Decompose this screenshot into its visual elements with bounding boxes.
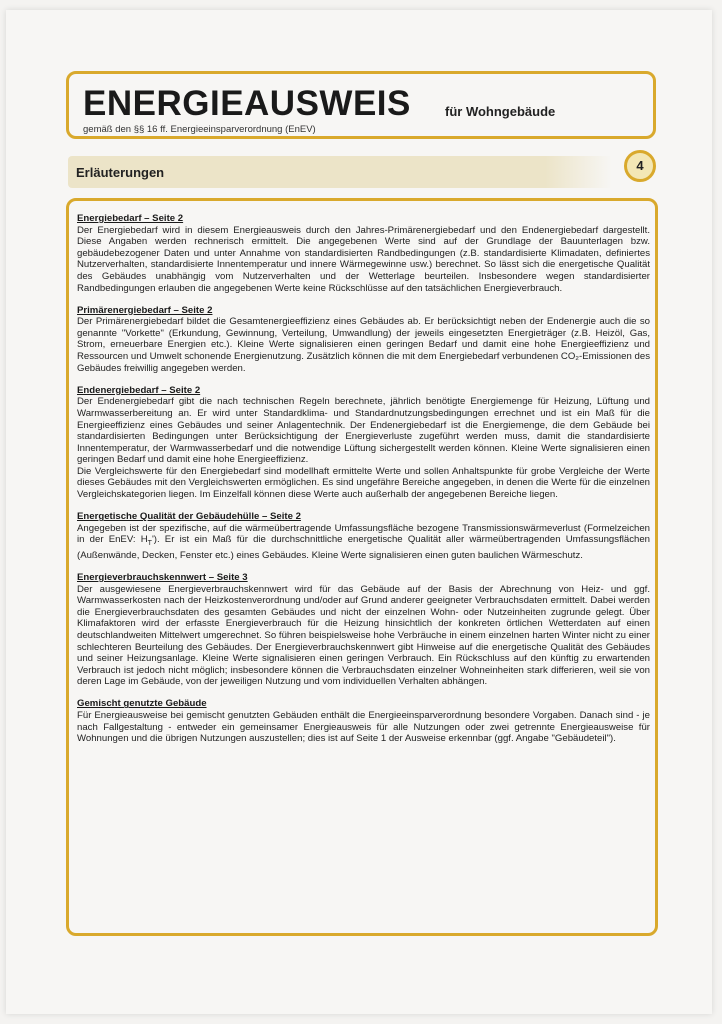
section-heading: Energetische Qualität der Gebäudehülle – Seite 2 xyxy=(77,511,301,523)
legal-reference: gemäß den §§ 16 ff. Energieeinsparverordnung (EnEV) xyxy=(83,124,316,135)
document-subtitle: für Wohngebäude xyxy=(445,104,556,119)
section-paragraph: Der ausgewiesene Energieverbrauchskennwert wird für das Gebäude auf der Basis der Abrechnung von Heiz- und ggf. Warmwasserkosten nach der Heizkostenverordnung und/oder auf Grund anderer geeigneter Verbrauchsdaten ermittelt. Dabei werden die Energieverbrauchsdaten des gesamten Gebäudes und nicht der einzelnen Wohn- oder Nutzeinheiten zugrunde gelegt. Über Klimafaktoren wird der erfasste Energieverbrauch für die Heizung hinsichtlich der konkreten örtlichen Wetterdaten auf einen deutschlandweiten Mittelwert umgerechnet. So führen beispielsweise hohe Verbräuche in einem einzelnen harten Winter nicht zu einer schlechteren Beurteilung des Gebäudes. Der Energieverbrauchskennwert gibt Hinweise auf die energetische Qualität des Gebäudes und seiner Heizungsanlage. Kleine Werte signalisieren einen geringen Verbrauch. Ein Rückschluss auf den künftig zu erwartenden Verbrauch ist jedoch nicht möglich; insbesondere können die Verbrauchsdaten einzelner Wohneinheiten stark differieren, weil sie von deren Lage im Gebäude, von der jeweiligen Nutzung und vom individuellen Verhalten abhängen. xyxy=(77,583,650,688)
section-paragraph: Angegeben ist der spezifische, auf die wärmeübertragende Umfassungsfläche bezogene Transmissionswärmeverlust (Formelzeichen in der EnEV: $H_T'$). Er ist ein Maß für die durchschnittliche energetische Qualität aller wärmeübertragenden Umfassungsflächen (Außenwände, Decken, Fenster etc.) eines Gebäudes. Kleine Werte signalisieren einen guten baulichen Wärmeschutz. xyxy=(77,522,650,561)
section-endenergiebedarf xyxy=(77,385,650,501)
section-energieverbrauchskennwert xyxy=(77,572,650,688)
content-box xyxy=(66,198,658,936)
section-paragraph: Der Primärenergiebedarf bildet die Gesamtenergieeffizienz eines Gebäudes ab. Er berücksichtigt neben der Endenergie auch die so genannte "Vorkette" (Erkundung, Gewinnung, Verteilung, Umwandlung) der jeweils eingesetzten Energieträger (z.B. Heizöl, Gas, Strom, erneuerbare Energien etc.). Kleine Werte signalisieren einen geringen Bedarf und damit eine hohe Energieeffizienz und Ressourcen und Umwelt schonende Energienutzung. Zusätzlich können die mit dem Energiebedarf verbundenen CO₂-Emissionen des Gebäudes freiwillig angegeben werden. xyxy=(77,316,650,374)
document-title: ENERGIEAUSWEIS xyxy=(83,84,411,123)
section-heading: Gemischt genutzte Gebäude xyxy=(77,698,207,710)
section-primaerenergiebedarf xyxy=(77,305,650,375)
section-paragraph: Der Energiebedarf wird in diesem Energieausweis durch den Jahres-Primärenergiebedarf und den Endenergiebedarf dargestellt. Diese Angaben werden rechnerisch ermittelt. Die angegebenen Werte sind auf der Grundlage der Bauunterlagen bzw. gebäudebezogener Daten und unter Annahme von standardisierten Randbedingungen (z.B. standardisierte Klimadaten, definiertes Nutzerverhalten, standardisierte Innentemperatur und innere Wärmegewinne usw.) berechnet. So lässt sich die energetische Qualität des Gebäudes unabhängig vom Nutzerverhalten und der Wetterlage beurteilen. Insbesondere wegen standardisierter Randbedingungen erlauben die angegebenen Werte keine Rückschlüsse auf den tatsächlichen Energieverbrauch. xyxy=(77,224,650,294)
section-heading: Endenergiebedarf – Seite 2 xyxy=(77,384,201,396)
section-gemischt-genutzte-gebaeude xyxy=(77,698,650,744)
page-number-badge: 4 xyxy=(624,150,656,182)
section-heading: Energieverbrauchskennwert – Seite 3 xyxy=(77,571,248,583)
section-heading: Primärenergiebedarf – Seite 2 xyxy=(77,304,213,316)
section-energiebedarf xyxy=(77,213,650,294)
section-heading: Energiebedarf – Seite 2 xyxy=(77,213,184,224)
section-bar-fade xyxy=(545,156,612,188)
section-paragraph: Der Endenergiebedarf gibt die nach technischen Regeln berechnete, jährlich benötigte Energiemenge für Heizung, Lüftung und Warmwasserbereitung an. Er wird unter Standardklima- und Standardnutzungsbedingungen errechnet und ist ein Maß für die Energieeffizienz eines Gebäudes und seiner Anlagentechnik. Der Endenergiebedarf ist die Energiemenge, die dem Gebäude bei standardisierten Bedingungen unter Berücksichtigung der Energieverluste zugeführt werden muss, damit die standardisierte Innentemperatur, der Warmwasserbedarf und die notwendige Lüftung sichergestellt werden können. Kleine Werte signalisieren einen geringen Bedarf und damit eine hohe Energieeffizienz. xyxy=(77,396,650,466)
header-box xyxy=(66,71,656,139)
section-title: Erläuterungen xyxy=(76,165,165,180)
section-paragraph: Die Vergleichswerte für den Energiebedarf sind modellhaft ermittelte Werte und sollen Anhaltspunkte für grobe Vergleiche der Werte dieses Gebäudes mit den Vergleichswerten ermöglichen. Es sind ungefähre Bereiche angegeben, in denen die Werte für die einzelnen Vergleichskategorien liegen. Im Einzelfall können diese Werte auch außerhalb der angegebenen Bereiche liegen. xyxy=(77,465,650,501)
section-paragraph: Für Energieausweise bei gemischt genutzten Gebäuden enthält die Energieeinsparverordnung besondere Vorgaben. Danach sind - je nach Fallgestaltung - entweder ein gemeinsamer Energieausweis für alle Nutzungen oder zwei getrennte Energieausweise für Wohnungen und die übrigen Nutzungen auszustellen; dies ist auf Seite 1 der Ausweise erkennbar (ggf. Angabe "Gebäudeteil"). xyxy=(77,709,650,745)
section-gebaeudehuelle xyxy=(77,511,650,561)
